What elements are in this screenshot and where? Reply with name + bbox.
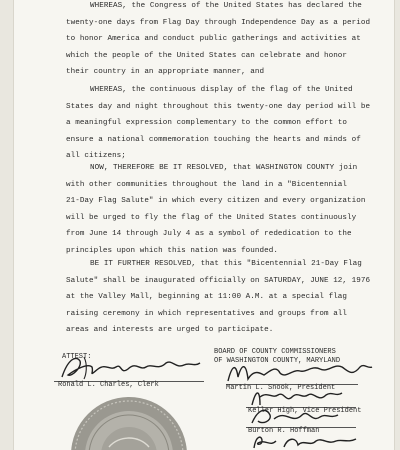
paragraph-resolved-1 [66,160,365,260]
commissioner-signature [250,433,360,450]
text-line: principles upon which this nation was founded. [66,246,278,255]
vice-president-name: Keller High, Vice President [248,407,362,415]
text-line: ensure a national commemoration touching the hearts and minds of [66,135,361,144]
paragraph-resolved-2 [66,256,370,339]
text-line: 21-Day Flag Salute" in which every citizen and every organization [66,197,366,206]
text-line: with other communities throughout the land in a "Bicentennial [66,180,348,189]
text-line: to honor America and conduct public gatherings and activities at [66,35,361,44]
text-line: BE IT FURTHER RESOLVED, that this "Bicentennial 21-Day Flag [90,260,362,268]
board-title-line: BOARD OF COUNTY COMMISSIONERS [214,348,336,356]
board-title-line: OF WASHINGTON COUNTY, MARYLAND [214,356,341,365]
clerk-name: Ronald L. Charles, Clerk [58,381,159,389]
text-line: twenty-one days from Flag Day through Independence Day as a period [66,18,371,27]
text-line: which the people of the United States can celebrate and honor [66,51,348,60]
text-line: will be urged to fly the flag of the United States continuously [66,213,357,222]
attest-label: ATTEST: [62,353,92,361]
text-line: raising ceremony in which representatives and groups from all [66,309,348,318]
signature-block [14,345,394,450]
paragraph-whereas-2 [66,82,370,165]
text-line: States day and night throughout this twenty-one day period will be [66,102,371,111]
text-line: their country in an appropriate manner, and [66,68,265,77]
text-line: a meaningful expression complementary to the common effort to [66,119,348,128]
text-line: at the Valley Mall, beginning at 11:00 A.M. at a special flag [66,293,348,302]
president-name: Martin L. Snook, President [226,384,336,392]
member-name: Burton R. Hoffman [248,427,320,435]
paragraph-whereas-1 [66,0,370,81]
text-line: WHEREAS, the continuous display of the flag of the United [90,86,353,94]
text-line: Salute" shall be inaugurated officially on SATURDAY, JUNE 12, 1976 [66,276,371,285]
text-line: all citizens; [66,152,126,161]
document-page [14,0,394,450]
county-seal-icon [69,395,189,450]
text-line: NOW, THEREFORE BE IT RESOLVED, that WASHINGTON COUNTY join [90,164,358,172]
text-line: from June 14 through July 4 as a symbol of rededication to the [66,230,352,239]
text-line: WHEREAS, the Congress of the United States has declared the [90,2,362,10]
president-signature [224,359,374,385]
member-signature [246,405,346,427]
clerk-signature [54,353,204,383]
text-line: areas and interests are urged to participate. [66,326,274,335]
